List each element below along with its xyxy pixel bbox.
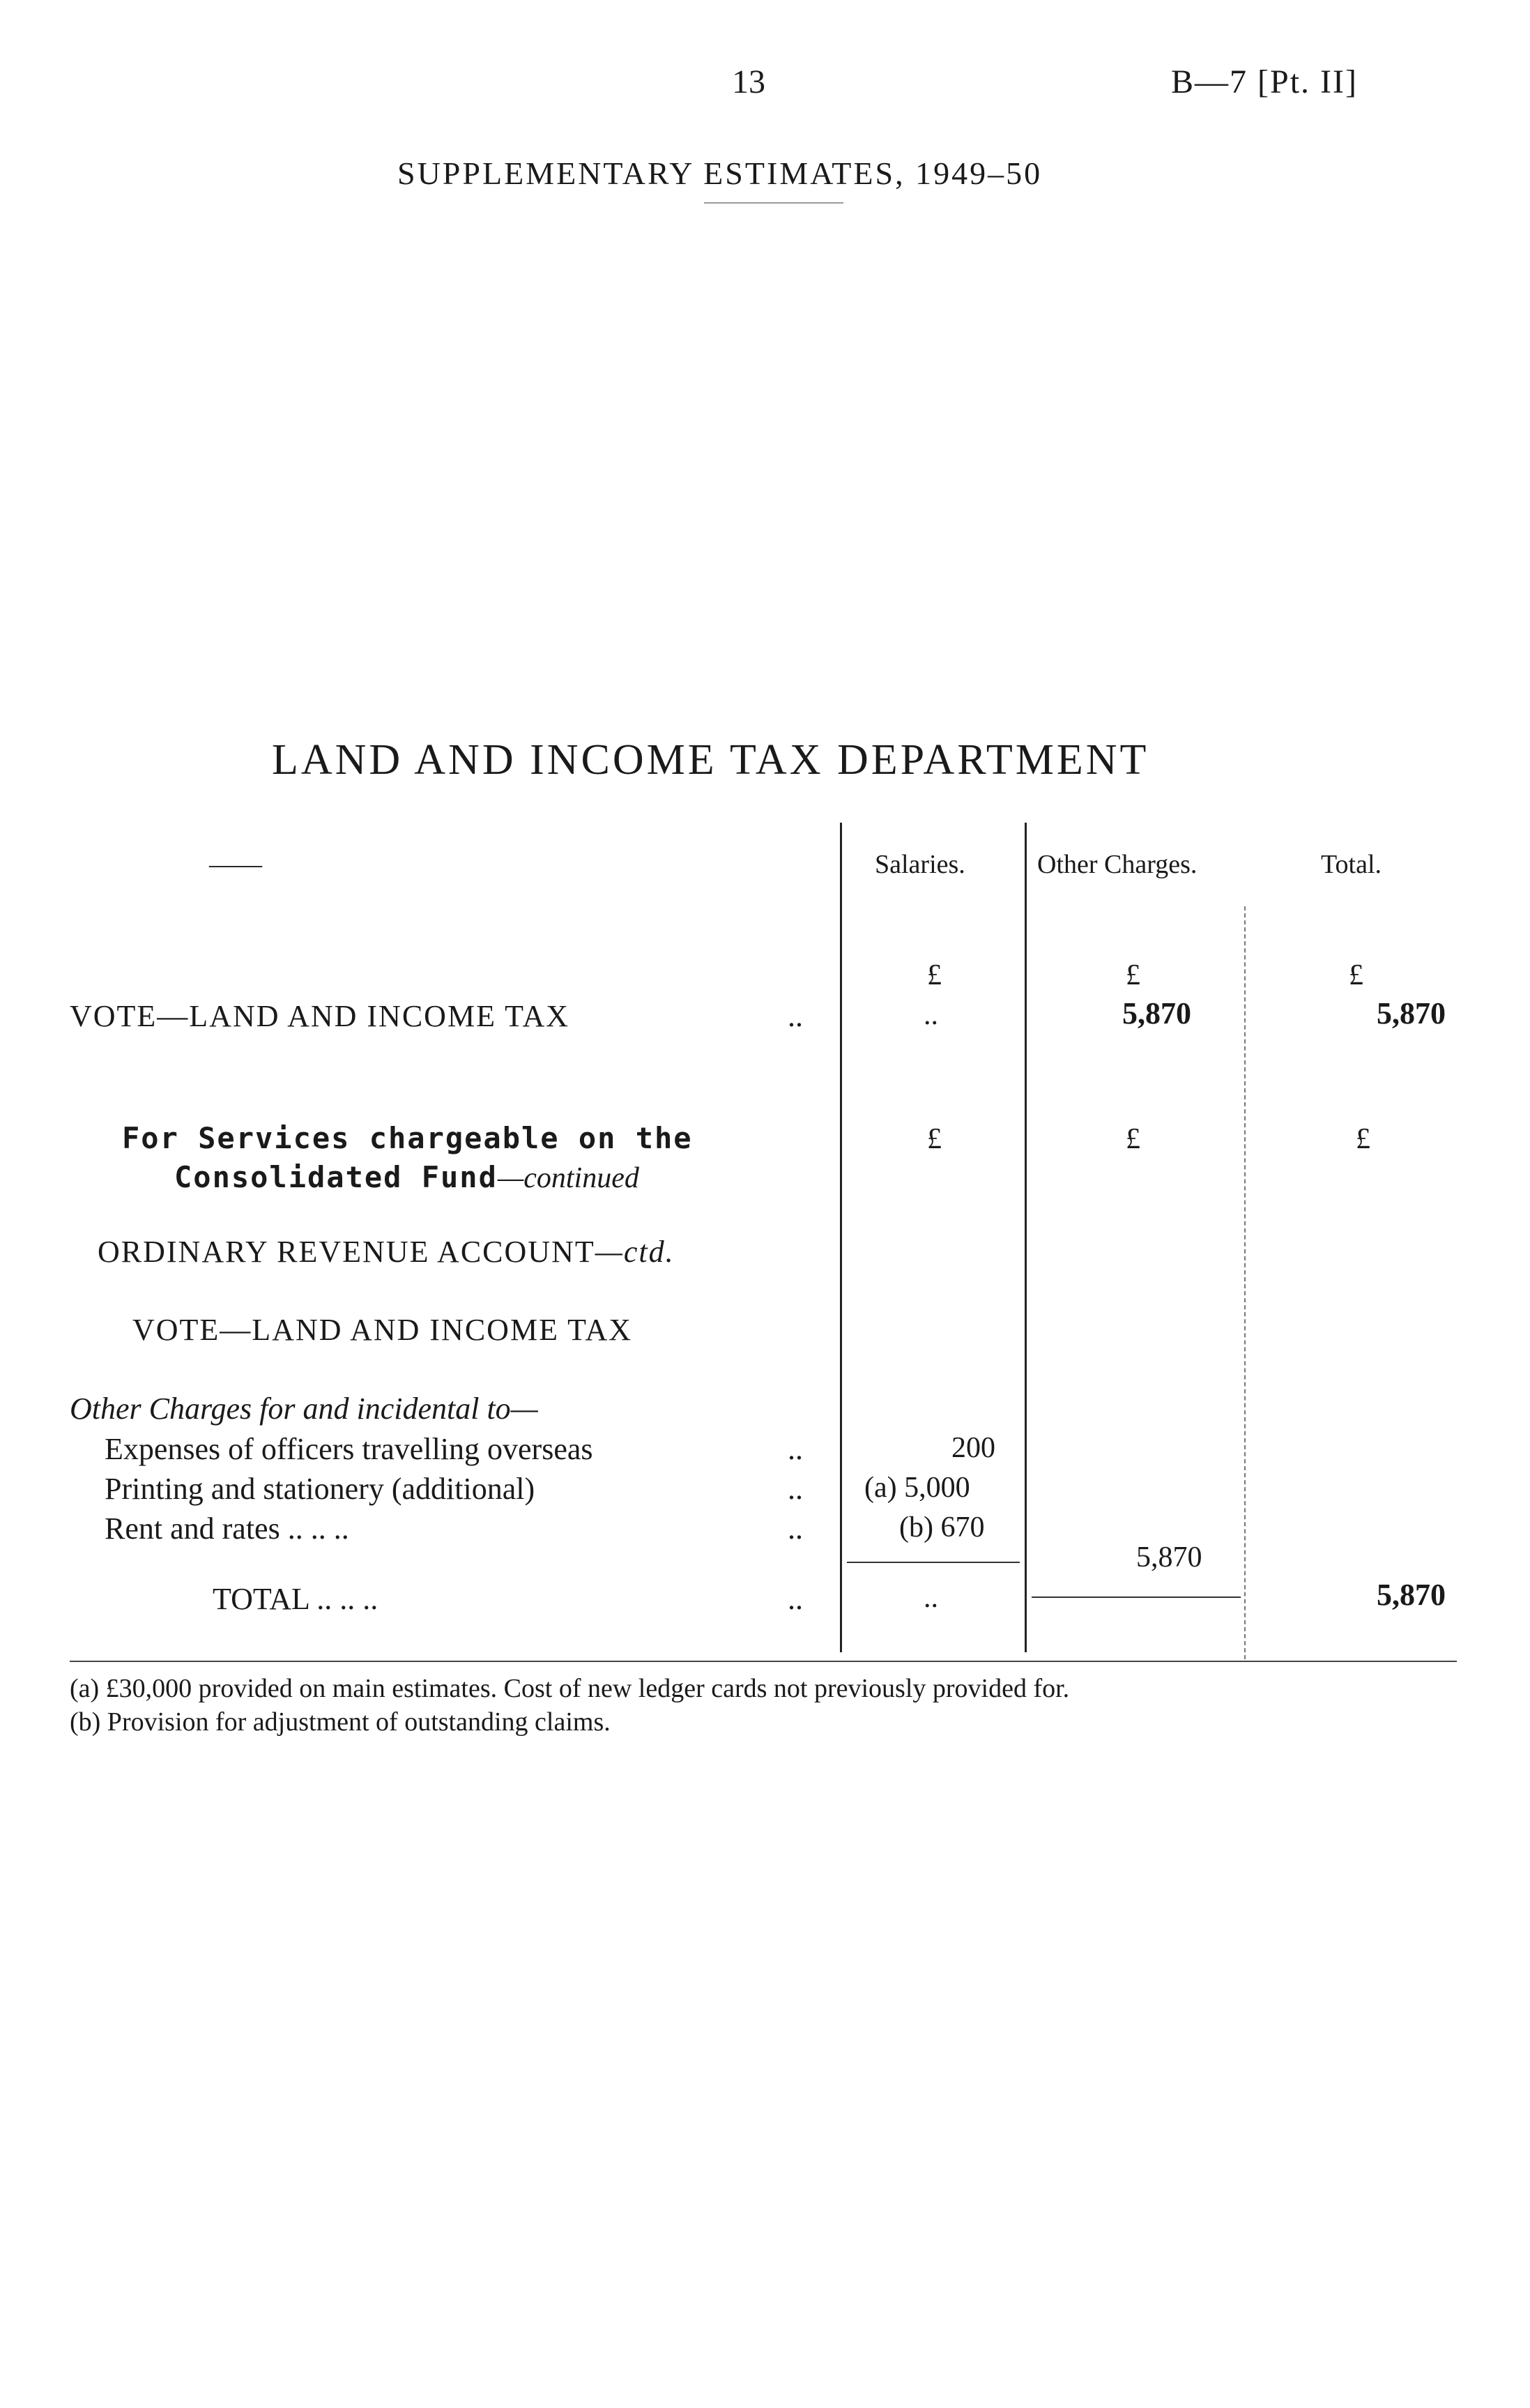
running-title-rule [704, 202, 843, 204]
item-salaries-printing: (a) 5,000 [864, 1472, 970, 1504]
item-label-rent: Rent and rates .. .. .. [105, 1511, 349, 1546]
section-currency-salaries: £ [927, 1123, 942, 1155]
account-heading-suffix: —ctd. [595, 1235, 675, 1269]
item-leader-rent: .. [788, 1511, 803, 1546]
vote-summary-salaries: .. [924, 999, 938, 1031]
column-heading-other-charges: Other Charges. [1037, 850, 1198, 879]
running-title: SUPPLEMENTARY ESTIMATES, 1949–50 [397, 155, 1043, 191]
item-leader-travel: .. [788, 1432, 803, 1466]
department-title: LAND AND INCOME TAX DEPARTMENT [272, 736, 1149, 784]
other-charges-subtotal-rule [1032, 1597, 1241, 1598]
item-salaries-rent: (b) 670 [899, 1511, 985, 1544]
section-vote-heading: VOTE—LAND AND INCOME TAX [132, 1313, 633, 1347]
column-heading-salaries: Salaries. [875, 850, 965, 879]
salaries-subtotal-rule [847, 1562, 1020, 1563]
column-rule-right [1244, 906, 1246, 1659]
vote-summary-label: VOTE—LAND AND INCOME TAX [70, 999, 570, 1033]
column-rule-middle [1025, 823, 1027, 1652]
vote-summary-total: 5,870 [1377, 996, 1446, 1030]
footnote-a: (a) £30,000 provided on main estimates. Cost of new ledger cards not previously provided for. [70, 1674, 1070, 1703]
items-subtotal-other-charges: 5,870 [1136, 1541, 1202, 1573]
item-label-travel: Expenses of officers travelling overseas [105, 1432, 593, 1466]
total-label: TOTAL .. .. .. [213, 1582, 378, 1616]
currency-total: £ [1349, 959, 1363, 991]
currency-other-charges: £ [1126, 959, 1140, 991]
account-heading [98, 1234, 675, 1270]
section-heading-line-2 [174, 1160, 639, 1195]
account-heading-main: ORDINARY REVENUE ACCOUNT [98, 1235, 595, 1269]
section-heading-continued: —continued [497, 1162, 639, 1194]
document-reference: B—7 [Pt. II] [1171, 63, 1358, 100]
other-charges-subheading: Other Charges for and incidental to— [70, 1392, 538, 1426]
section-currency-other-charges: £ [1126, 1123, 1140, 1155]
column-heading-total: Total. [1321, 850, 1382, 879]
section-heading-line-1: For Services chargeable on the [122, 1121, 693, 1155]
total-salaries: .. [924, 1582, 938, 1614]
item-leader-printing: .. [788, 1472, 803, 1506]
column-rule-left [840, 823, 842, 1652]
currency-salaries: £ [927, 959, 942, 991]
vote-summary-other-charges: 5,870 [1122, 996, 1191, 1030]
total-total: 5,870 [1377, 1578, 1446, 1612]
item-salaries-travel: 200 [951, 1432, 995, 1464]
section-heading-fund: Consolidated Fund [174, 1160, 498, 1194]
page-number: 13 [732, 63, 765, 100]
table-bottom-rule [70, 1661, 1457, 1662]
vote-summary-leader: .. [788, 999, 803, 1033]
section-currency-total: £ [1356, 1123, 1370, 1155]
item-label-printing: Printing and stationery (additional) [105, 1472, 535, 1506]
total-leader: .. [788, 1582, 803, 1616]
blank-column-heading: —— [209, 850, 262, 879]
footnote-b: (b) Provision for adjustment of outstanding claims. [70, 1707, 611, 1737]
